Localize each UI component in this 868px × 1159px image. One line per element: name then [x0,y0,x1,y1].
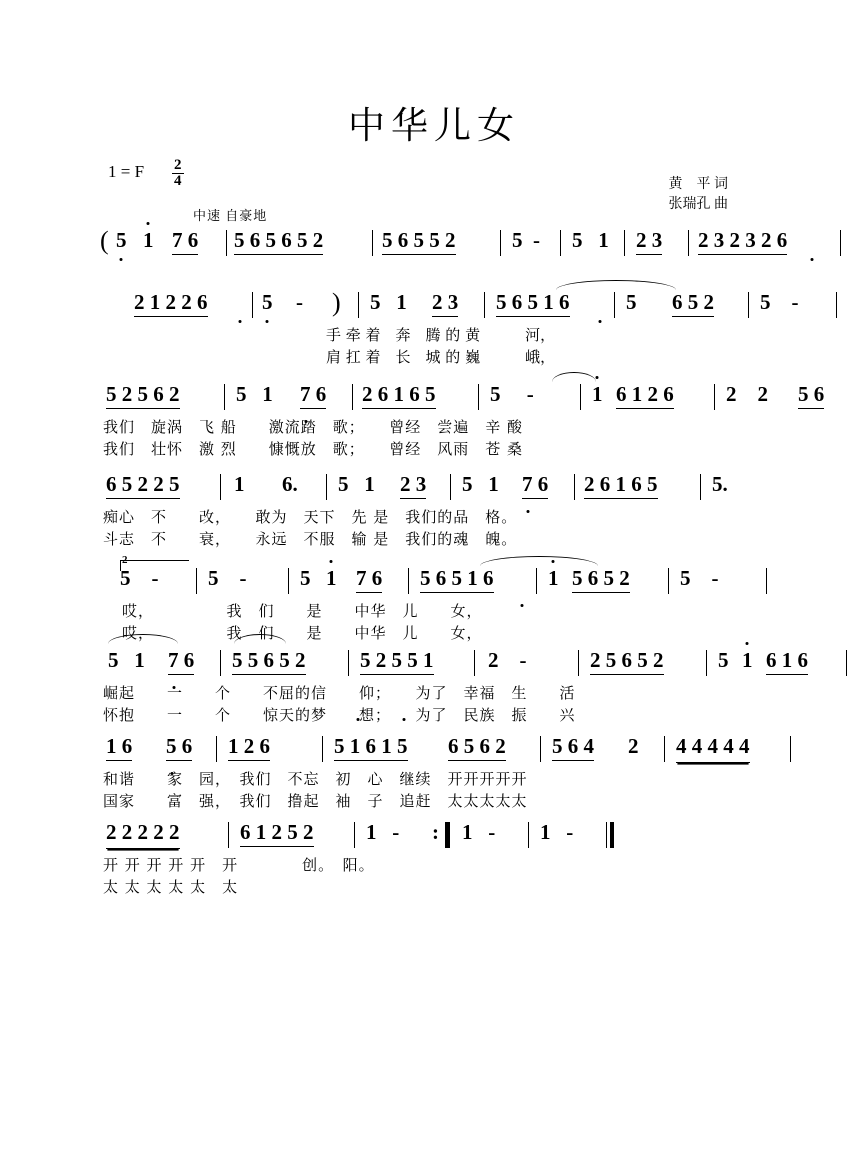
repeat-sign: : [432,820,439,844]
note: 5 1 [236,382,273,406]
note: 1 [742,648,753,672]
note-group: 6 1 2 5 2 [240,820,314,847]
note-group: 1 6 [106,734,132,761]
note: 5 1 [462,472,499,496]
note: 1 [326,566,337,590]
note: 1 [592,382,603,406]
note: 1 [548,566,559,590]
note-group: 4 4 4 4 4 [676,734,750,763]
note: 5 - [760,290,799,314]
note-group: 6 1 2 6 [616,382,674,409]
lyric-line-2: 斗志 不 衰， 永远 不服 输 是 我们的魂 魄。 [103,530,518,548]
note: 5 - [490,382,534,406]
note: 5. [712,472,728,496]
time-signature [172,158,184,189]
close-paren: ) [332,288,341,317]
note: 6. [282,472,298,496]
note-group: 6 5 2 2 5 [106,472,180,499]
notation-row [0,556,868,598]
note-group: 5 6 5 1 6 [496,290,570,317]
credit-lyricist: 黄 平 词 [668,177,728,192]
note-group: 7 6 [356,566,382,593]
note-group: 6 5 2 [672,290,714,317]
note: 5 - [120,566,159,590]
time-signature-numerator: 2 [174,157,182,173]
note: 5 1 [108,648,145,672]
open-paren: ( [100,226,109,255]
note-group: 7 6 [172,228,198,255]
music-system-4 [0,472,868,548]
note: 1 - [540,820,574,844]
note: 5 - [208,566,247,590]
note: 2 2 [726,382,768,406]
note: 1 [234,472,245,496]
notation-row [0,228,868,270]
note: 5 [300,566,311,590]
music-system-6 [0,648,868,724]
lyric-line-1: 和谐 家 园， 我们 不忘 初 心 继续 开开开开开 [103,770,528,788]
note-group: 2 3 [400,472,426,499]
credit-composer: 张瑞孔 曲 [668,197,728,212]
note-group: 2 2 2 2 2 [106,820,180,849]
note-group: 5 2 5 6 2 [106,382,180,409]
note-group: 5 6 4 [552,734,594,761]
note: - [296,290,303,314]
note: 1 - [366,820,400,844]
music-system-8 [0,820,868,896]
note: 5 [116,228,127,252]
note-group: 2 3 [432,290,458,317]
lyric-line-2: 哎， 我 们 是 中华 儿 女， [122,624,483,642]
lyric-line-2: 国家 富 强， 我们 撸起 袖 子 追赶 太太太太太 [103,792,528,810]
note-group: 2 3 2 3 2 6 [698,228,787,255]
note: 5 [718,648,729,672]
note-group: 5 6 5 6 5 2 [234,228,323,255]
note-group: 5 5 6 5 2 [232,648,306,675]
note-group: 5 6 5 2 [572,566,630,593]
note-group: 7 6 [522,472,548,499]
note: 5 1 [338,472,375,496]
volta-number: 2 [122,554,128,566]
note-group: 2 1 2 2 6 [134,290,208,317]
music-system-1 [0,228,868,270]
note-group: 2 6 1 6 5 [584,472,658,499]
music-system-7 [0,734,868,810]
lyric-line-1: 崛起 一 个 不屈的信 仰； 为了 幸福 生 活 [103,684,576,702]
note: 1 - [462,820,496,844]
note-group: 5 6 [166,734,192,761]
note-group: 1 2 6 [228,734,270,761]
note-group: 7 6 [168,648,194,675]
note-group: 2 6 1 6 5 [362,382,436,409]
lyric-line-2: 肩 扛 着 长 城 的 巍 峨， [326,348,556,366]
music-system-2 [0,288,868,366]
note: 5 - [512,228,540,252]
note-group: 6 1 6 [766,648,808,675]
lyric-line-1: 哎， 我 们 是 中华 儿 女， [122,602,483,620]
lyric-line-1: 手 牵 着 奔 腾 的 黄 河， [326,326,556,344]
time-signature-denominator: 4 [174,173,182,189]
note-group: 5 6 5 1 6 [420,566,494,593]
note: 1 [143,228,154,252]
note: 5 1 [572,228,609,252]
music-system-5 [0,554,868,642]
lyric-line-1: 开 开 开 开 开 开 创。 阳。 [103,856,375,874]
lyric-line-1: 我们 旋涡 飞 船 激流踏 歌； 曾经 尝遍 辛 酸 [103,418,524,436]
note: 5 1 [370,290,407,314]
note-group: 5 2 5 5 1 [360,648,434,675]
note: 5 [262,290,273,314]
lyric-line-2: 太 太 太 太 太 太 [103,878,239,896]
note: 5 - [680,566,719,590]
note-group: 7 6 [300,382,326,409]
note-group: 2 3 [636,228,662,255]
note-group: 5 6 5 5 2 [382,228,456,255]
note: 2 - [488,648,527,672]
lyric-line-2: 我们 壮怀 激 烈 慷慨放 歌； 曾经 风雨 苍 桑 [103,440,524,458]
page-title: 中华儿女 [348,104,520,147]
final-barline [606,822,614,848]
note-group: 5 6 [798,382,824,409]
lyric-line-1: 痴心 不 改， 敢为 天下 先 是 我们的品 格。 [103,508,518,526]
credits [669,175,729,215]
key-signature: 1 = F [108,162,145,181]
note: 2 [628,734,639,758]
barline-double [442,822,450,848]
note: 5 [626,290,637,314]
note-group: 2 5 6 5 2 [590,648,664,675]
note-group: 5 1 6 1 5 [334,734,408,761]
lyric-line-2: 怀抱 一 个 惊天的梦 想； 为了 民族 振 兴 [103,706,576,724]
tempo-marking: 中速 自豪地 [193,208,268,223]
music-system-3 [0,382,868,458]
note-group: 6 5 6 2 [448,734,506,761]
